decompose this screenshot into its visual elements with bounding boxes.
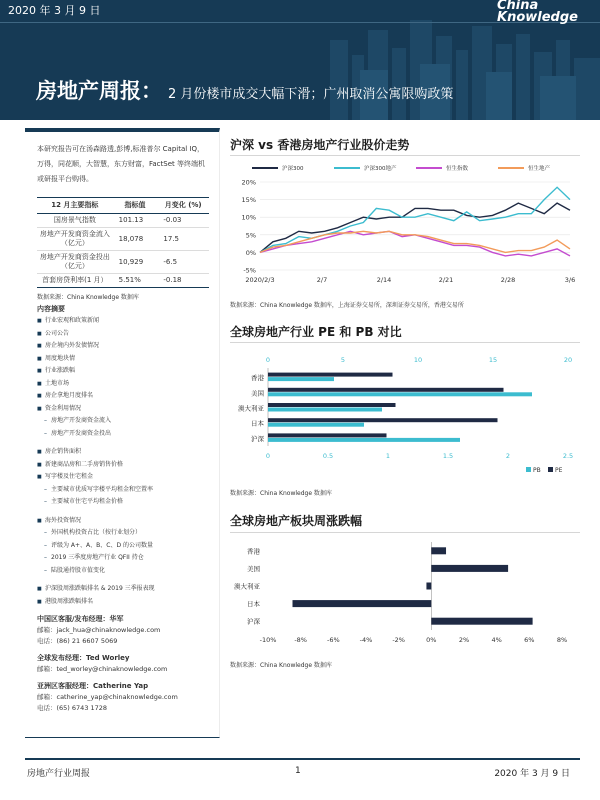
toc-item: – 外国机构投资占比（按行业划分）	[37, 527, 209, 540]
x-tick-label: -6%	[326, 636, 340, 644]
logo-line-2: Knowledge	[497, 10, 578, 25]
report-title	[36, 75, 453, 105]
bar-weekly-change	[426, 583, 431, 590]
pb-axis-tick: 2	[505, 452, 511, 460]
kpi-header-change: 月变化 (%)	[157, 198, 209, 214]
sidebar-intro: 本研究报告可在汤森路透,彭博,标准普尔 Capital IQ，万得，同花顺，大智慧，东方财富，FactSet 等终端机或研报平台购得。	[37, 145, 205, 183]
toc-item: ■ 房企销售面积	[37, 446, 209, 459]
footer-report-name: 房地产行业周报	[27, 769, 91, 779]
pe-axis-tick: 5	[340, 356, 346, 364]
section-divider	[230, 532, 580, 533]
x-tick-label: 3/6	[564, 276, 576, 284]
x-tick-label: 2020/2/3	[245, 276, 275, 284]
report-header	[0, 0, 600, 120]
bar-pb	[268, 423, 364, 427]
contact-role: 中国区客服/发布经理：华军	[37, 615, 124, 624]
contact-block	[37, 681, 209, 714]
category-label: 香港	[247, 547, 260, 556]
legend-label: PB	[533, 467, 541, 474]
x-tick-label: 2/28	[500, 276, 516, 284]
toc-item: ■ 沪深股周涨跌幅排名 & 2019 三季报表现	[37, 583, 209, 596]
table-row	[37, 251, 209, 274]
report-title-main: 房地产周报：	[36, 79, 162, 103]
toc-list	[37, 315, 209, 608]
category-label: 日本	[247, 600, 260, 609]
pe-axis-tick: 15	[488, 356, 498, 364]
x-tick-label: -4%	[359, 636, 373, 644]
pb-axis-tick: 1	[385, 452, 391, 460]
toc-item: – 房地产开发商资金流入	[37, 415, 209, 428]
table-row	[37, 228, 209, 251]
bar-pe	[268, 403, 396, 407]
contact-email: 邮箱：jack_hua@chinaknowledge.com	[37, 626, 161, 635]
section-title-pe-pb: 全球房地产行业 PE 和 PB 对比	[230, 325, 402, 339]
section-title-weekly-change: 全球房地产板块周涨跌幅	[230, 514, 363, 528]
kpi-cell: 10,929	[113, 251, 158, 274]
bar-pe	[268, 418, 498, 422]
toc-item: ■ 行业宏观和政策新闻	[37, 315, 209, 328]
toc-item: ■ 公司公告	[37, 328, 209, 341]
source-note-price-trend: 数据来源：China Knowledge 数据库，上海证券交易所，深圳证券交易所，香港交易所	[230, 302, 464, 309]
legend-label: 恒生地产	[528, 166, 551, 172]
category-label: 美国	[247, 564, 260, 573]
toc-item: ■ 资金利用情况	[37, 403, 209, 416]
bar-weekly-change	[293, 600, 432, 607]
section-divider	[230, 155, 580, 156]
x-tick-label: 6%	[524, 636, 535, 644]
bar-weekly-change	[431, 618, 532, 625]
table-row	[37, 274, 209, 288]
x-tick-label: -8%	[294, 636, 308, 644]
toc-item: – 房地产开发商资金投出	[37, 428, 209, 441]
bar-chart-weekly-change	[230, 538, 580, 650]
contact-phone: 电话：(86) 21 6607 5069	[37, 637, 118, 646]
y-tick-label: 0%	[245, 248, 256, 257]
bar-pb	[268, 408, 382, 412]
bar-pb	[268, 392, 532, 396]
x-tick-label: 0%	[426, 636, 437, 644]
toc-item: ■ 海外投资情况	[37, 515, 209, 528]
line-chart-price-trend	[230, 158, 580, 293]
bar-weekly-change	[431, 565, 508, 572]
toc-item: ■ 港股周涨跌幅排名	[37, 596, 209, 609]
bar-pb	[268, 377, 334, 381]
report-title-sub: 2 月份楼市成交大幅下滑；广州取消公寓限购政策	[168, 87, 454, 102]
legend-swatch	[526, 467, 531, 472]
source-note-pe-pb: 数据来源：China Knowledge 数据库	[230, 490, 332, 497]
kpi-cell: 房地产开发商资金投出（亿元）	[37, 251, 113, 274]
category-label: 香港	[251, 374, 264, 383]
kpi-table-header	[37, 198, 209, 214]
y-tick-label: 20%	[241, 178, 256, 187]
kpi-table	[37, 197, 209, 288]
category-label: 美国	[251, 389, 264, 398]
y-tick-label: 10%	[241, 213, 256, 222]
toc-item: ■ 写字楼及住宅租金	[37, 471, 209, 484]
toc-item: ■ 新建商品房和二手房销售价格	[37, 459, 209, 472]
toc-item: ■ 房企拿地月度排名	[37, 390, 209, 403]
toc-item: – 陆股通持股市值变化	[37, 565, 209, 578]
x-tick-label: 2/21	[438, 276, 454, 284]
kpi-cell: -0.18	[157, 274, 209, 288]
kpi-cell: 101.13	[113, 214, 158, 228]
contacts	[37, 614, 209, 714]
kpi-cell: -6.5	[157, 251, 209, 274]
pb-axis-tick: 0.5	[322, 452, 334, 460]
pb-axis-tick: 1.5	[442, 452, 454, 460]
china-knowledge-logo	[497, 0, 578, 24]
contact-phone: 电话：(65) 6743 1728	[37, 704, 108, 713]
x-tick-label: 4%	[491, 636, 502, 644]
bar-pb	[268, 438, 460, 442]
pe-axis-tick: 0	[265, 356, 271, 364]
toc-item: ■ 行业涨跌幅	[37, 365, 209, 378]
series-line	[260, 203, 570, 252]
contact-block	[37, 653, 209, 675]
toc-item: ■ 土地市场	[37, 378, 209, 391]
contact-role: 全球发布经理：Ted Worley	[37, 654, 130, 663]
bar-weekly-change	[431, 547, 446, 554]
bar-pe	[268, 373, 393, 377]
legend-label: 恒生指数	[446, 166, 469, 172]
toc-item: – 主要城市优质写字楼平均租金和空置率	[37, 484, 209, 497]
category-label: 澳大利亚	[238, 404, 264, 413]
source-note-weekly-change: 数据来源：China Knowledge 数据库	[230, 662, 332, 669]
kpi-cell: 房地产开发商资金流入（亿元）	[37, 228, 113, 251]
bar-pe	[268, 388, 504, 392]
table-row	[37, 214, 209, 228]
category-label: 沪深	[247, 617, 260, 626]
legend-label: 沪深300	[282, 166, 304, 172]
x-tick-label: -10%	[259, 636, 277, 644]
toc-item: – 2019 三季度房地产行业 QFII 持仓	[37, 552, 209, 565]
kpi-cell: 5.51%	[113, 274, 158, 288]
sidebar	[25, 128, 220, 738]
contact-email: 邮箱：catherine_yap@chinaknowledge.com	[37, 693, 178, 702]
x-tick-label: 2%	[458, 636, 470, 644]
category-label: 日本	[251, 419, 264, 428]
section-title-price-trend: 沪深 vs 香港房地产行业股价走势	[230, 138, 410, 152]
contact-block	[37, 614, 209, 647]
x-tick-label: 2/14	[376, 276, 392, 284]
section-divider	[230, 342, 580, 343]
toc-item: ■ 房企境内外发债情况	[37, 340, 209, 353]
legend-label: 沪深300地产	[364, 166, 397, 172]
kpi-source-note: 数据来源：China Knowledge 数据库	[37, 294, 139, 301]
contact-email: 邮箱：ted_worley@chinaknowledge.com	[37, 665, 168, 674]
toc-item: ■ 周度地块情	[37, 353, 209, 366]
footer-page-number: 1	[295, 766, 301, 776]
toc-item: – 评级为 A+、A、B、C、D 的公司数量	[37, 540, 209, 553]
category-label: 沪深	[251, 434, 264, 443]
y-tick-label: 15%	[241, 196, 256, 205]
legend-swatch	[548, 467, 553, 472]
toc-title: 内容摘要	[37, 305, 65, 314]
kpi-cell: 17.5	[157, 228, 209, 251]
legend-label: PE	[555, 467, 563, 474]
footer-date: 2020 年 3 月 9 日	[494, 769, 570, 779]
category-label: 澳大利亚	[234, 582, 260, 591]
pe-axis-tick: 10	[413, 356, 423, 364]
bar-chart-pe-pb	[230, 352, 580, 477]
pb-axis-tick: 0	[265, 452, 271, 460]
x-tick-label: 2/7	[316, 276, 328, 284]
toc-item: – 主要城市住宅平均租金价格	[37, 496, 209, 509]
bar-pe	[268, 433, 387, 437]
y-tick-label: -5%	[243, 266, 256, 275]
kpi-cell: 首套房贷利率(1 月）	[37, 274, 113, 288]
contact-role: 亚洲区客服经理：Catherine Yap	[37, 682, 149, 691]
kpi-cell: 18,078	[113, 228, 158, 251]
page-footer	[25, 758, 580, 779]
y-tick-label: 5%	[245, 231, 256, 240]
report-date: 2020 年 3 月 9 日	[8, 4, 101, 17]
logo-line-1: China	[497, 0, 539, 13]
kpi-header-value: 指标值	[113, 198, 158, 214]
kpi-cell: 国房景气指数	[37, 214, 113, 228]
kpi-cell: -0.03	[157, 214, 209, 228]
x-tick-label: -2%	[392, 636, 406, 644]
pb-axis-tick: 2.5	[562, 452, 574, 460]
pe-axis-tick: 20	[563, 356, 573, 364]
kpi-header-indicator: 12 月主要指标	[37, 198, 113, 214]
x-tick-label: 8%	[556, 636, 568, 644]
